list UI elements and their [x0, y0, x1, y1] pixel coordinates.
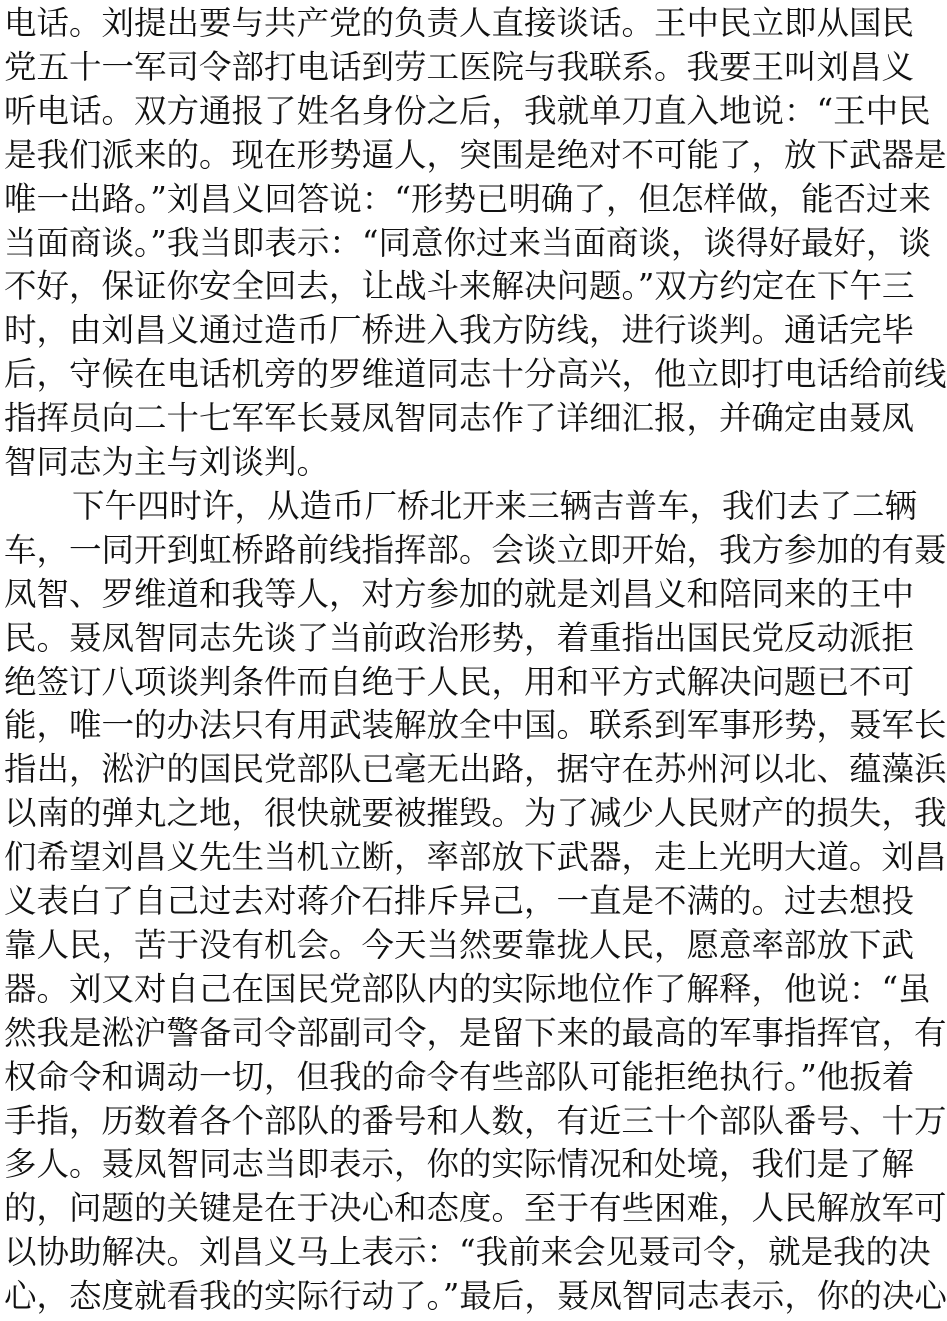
text-line: 凤智、罗维道和我等人，对方参加的就是刘昌义和陪同来的王中	[4, 574, 915, 613]
text-line: 能，唯一的办法只有用武装解放全中国。联系到军事形势，聂军长	[4, 706, 947, 745]
text-line: 器。刘又对自己在国民党部队内的实际地位作了解释，他说：“虽	[4, 969, 931, 1008]
text-line: 指出，淞沪的国民党部队已毫无出路，据守在苏州河以北、蕴藻浜	[4, 750, 947, 789]
text-line: 不好，保证你安全回去，让战斗来解决问题。”双方约定在下午三	[4, 267, 915, 306]
text-line: 们希望刘昌义先生当机立断，率部放下武器，走上光明大道。刘昌	[4, 838, 947, 877]
text-line: 当面商谈。”我当即表示：“同意你过来当面商谈，谈得好最好，谈	[4, 223, 931, 262]
text-line: 义表白了自己过去对蒋介石排斥异己，一直是不满的。过去想投	[4, 882, 915, 920]
text-line: 以协助解决。刘昌义马上表示：“我前来会见聂司令，就是我的决	[4, 1233, 931, 1272]
text-line: 心，态度就看我的实际行动了。”最后，聂凤智同志表示，你的决心	[4, 1277, 947, 1316]
text-line: 权命令和调动一切，但我的命令有些部队可能拒绝执行。”他扳着	[4, 1057, 915, 1096]
text-line: 电话。刘提出要与共产党的负责人直接谈话。王中民立即从国民	[4, 4, 915, 42]
text-line: 然我是淞沪警备司令部副司令，是留下来的最高的军事指挥官，有	[4, 1013, 947, 1052]
text-line: 智同志为主与刘谈判。	[4, 443, 330, 481]
text-line: 靠人民，苦于没有机会。今天当然要靠拢人民，愿意率部放下武	[4, 925, 915, 964]
text-line: 多人。聂凤智同志当即表示，你的实际情况和处境，我们是了解	[4, 1145, 915, 1184]
text-line: 时，由刘昌义通过造币厂桥进入我方防线，进行谈判。通话完毕	[4, 311, 915, 350]
text-line: 听电话。双方通报了姓名身份之后，我就单刀直入地说：“王中民	[4, 91, 931, 130]
text-line: 后，守候在电话机旁的罗维道同志十分高兴，他立即打电话给前线	[4, 355, 947, 394]
text-line: 唯一出路。”刘昌义回答说：“形势已明确了，但怎样做，能否过来	[4, 179, 931, 218]
text-line: 是我们派来的。现在形势逼人，突围是绝对不可能了，放下武器是	[4, 135, 947, 174]
text-line: 车，一同开到虹桥路前线指挥部。会谈立即开始，我方参加的有聂	[4, 530, 947, 569]
text-line: 的，问题的关键是在于决心和态度。至于有些困难，人民解放军可	[4, 1189, 947, 1228]
text-line: 民。聂凤智同志先谈了当前政治形势，着重指出国民党反动派拒	[4, 618, 915, 657]
text-line: 绝签订八项谈判条件而自绝于人民，用和平方式解决问题已不可	[4, 662, 915, 701]
text-line: 下午四时许，从造币厂桥北开来三辆吉普车，我们去了二辆	[72, 486, 918, 525]
text-line: 党五十一军司令部打电话到劳工医院与我联系。我要王叫刘昌义	[4, 47, 915, 86]
text-line: 指挥员向二十七军军长聂凤智同志作了详细汇报，并确定由聂凤	[4, 399, 915, 438]
text-line: 手指，历数着各个部队的番号和人数，有近三十个部队番号、十万	[4, 1101, 947, 1140]
text-line: 以南的弹丸之地，很快就要被摧毁。为了减少人民财产的损失，我	[4, 794, 947, 833]
